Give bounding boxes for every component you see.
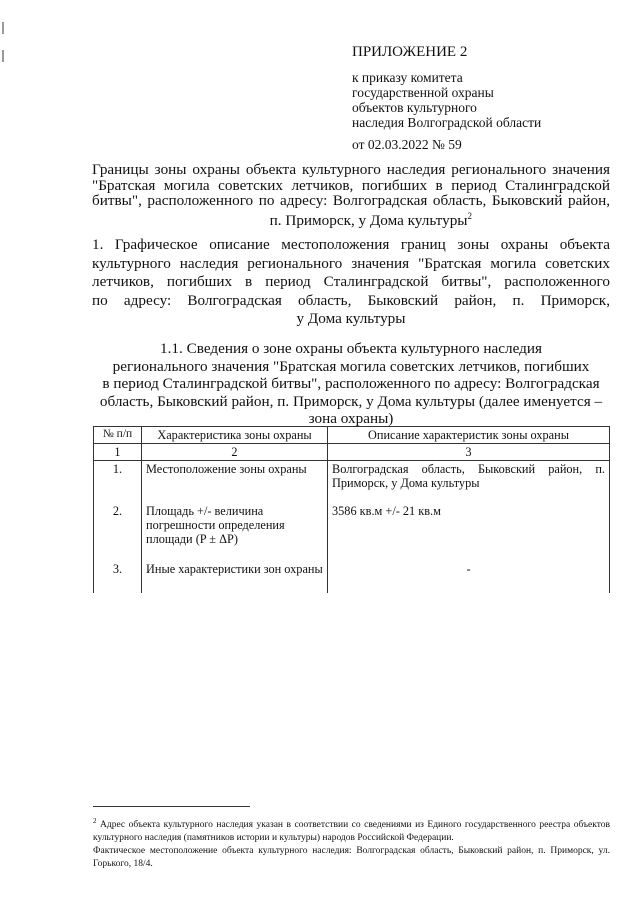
row-description: 3586 кв.м +/- 21 кв.м: [328, 503, 610, 561]
section-line: летчиков, погибших в период Сталинградской битвы", расположенного: [92, 273, 610, 290]
table-row: [94, 461, 610, 504]
footnote-text: Адрес объекта культурного наследия указан в соответствии со сведениями из Единого государственного реестра объектов культурного наследия (памятников истории и культуры) народов Российской Федерации.: [93, 820, 611, 844]
subsection-1-1-heading: [96, 340, 606, 428]
row-characteristic: Иные характеристики зон охраны: [142, 561, 328, 593]
section-1-heading: [92, 236, 610, 329]
footnote-marker: 2: [93, 817, 97, 825]
section-line: 1. Графическое описание местоположения границ зоны охраны объекта: [92, 236, 610, 253]
column-header-number: № п/п: [94, 427, 142, 444]
row-description: -: [328, 561, 610, 593]
zone-characteristics-table: [93, 426, 610, 593]
section-line: по адресу: Волгоградская область, Быковский район, п. Приморск,: [92, 291, 610, 309]
row-number: 3.: [94, 561, 142, 593]
document-title: [92, 162, 610, 228]
subsection-line: зона охраны): [308, 410, 394, 427]
column-number-cell: 1: [94, 444, 142, 461]
order-line: объектов культурного: [352, 100, 477, 115]
title-line: "Братская могила советских летчиков, погибших в период Сталинградской: [92, 176, 610, 194]
order-date: от 02.03.2022 № 59: [352, 137, 462, 152]
footnote-paragraph: Фактическое местоположение объекта культурного наследия: Волгоградская область, Быковский район, п. Приморск, ул. Горького, 18/4.: [93, 846, 610, 870]
order-line: наследия Волгоградской области: [352, 115, 542, 130]
footnote: [93, 815, 610, 871]
order-line: к приказу комитета: [352, 70, 463, 85]
title-line: [92, 209, 610, 229]
title-line: битвы", расположенного по адресу: Волгоградская область, Быковский район,: [92, 192, 610, 209]
column-header-description: Описание характеристик зоны охраны: [328, 427, 610, 444]
scan-edge-mark: [2, 22, 4, 34]
row-characteristic: Площадь +/- величина погрешности определения площади (P ± ΔP): [142, 503, 328, 561]
row-number: 1.: [94, 461, 142, 504]
column-number-cell: 3: [328, 444, 610, 461]
footnote-paragraph: [93, 815, 610, 845]
order-reference: [352, 70, 541, 130]
footnote-separator: [93, 806, 250, 807]
title-line: Границы зоны охраны объекта культурного наследия регионального значения: [92, 161, 610, 178]
subsection-line: область, Быковский район, п. Приморск, у Дома культуры (далее именуется –: [99, 392, 603, 410]
scan-edge-mark: [2, 50, 4, 62]
title-line-text: п. Приморск, у Дома культуры: [269, 211, 468, 229]
column-header-characteristic: Характеристика зоны охраны: [142, 427, 328, 444]
appendix-heading: ПРИЛОЖЕНИЕ 2: [352, 44, 468, 60]
footnote-reference: 2: [467, 210, 472, 221]
column-number-cell: 2: [142, 444, 328, 461]
section-line: культурного наследия регионального значения "Братская могила советских: [92, 254, 610, 272]
table-header-row: [94, 427, 610, 444]
subsection-line: 1.1. Сведения о зоне охраны объекта культурного наследия: [160, 340, 542, 357]
section-line: у Дома культуры: [296, 310, 406, 327]
table-numbering-row: [94, 444, 610, 461]
table-row: [94, 503, 610, 561]
order-line: государственной охраны: [352, 85, 494, 100]
subsection-line: в период Сталинградской битвы", расположенного по адресу: Волгоградская: [102, 375, 600, 392]
subsection-line: регионального значения "Братская могила советских летчиков, погибших: [112, 357, 590, 375]
row-description: Волгоградская область, Быковский район, п. Приморск, у Дома культуры: [328, 461, 610, 504]
table-row: [94, 561, 610, 593]
row-number: 2.: [94, 503, 142, 561]
row-characteristic: Местоположение зоны охраны: [142, 461, 328, 504]
